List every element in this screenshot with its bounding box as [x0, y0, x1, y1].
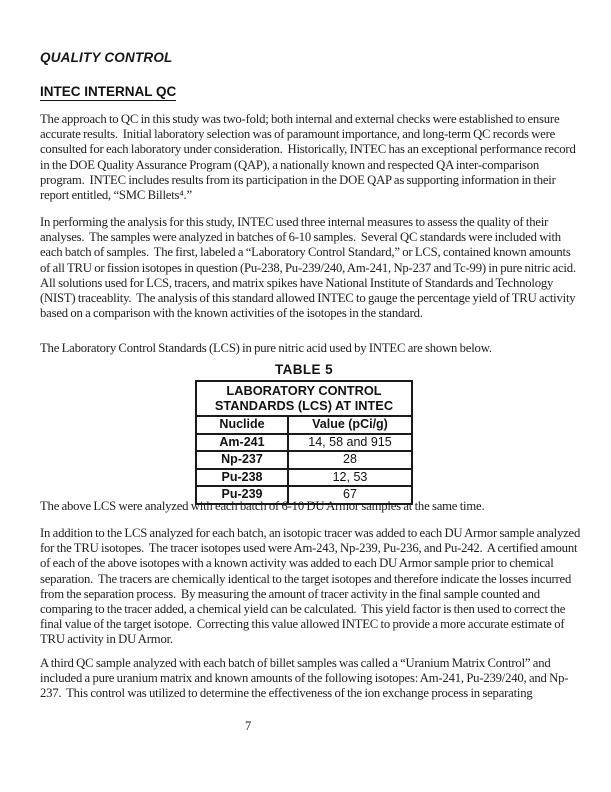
nuclide-cell: Pu-238	[196, 469, 288, 487]
value-cell: 28	[288, 451, 412, 469]
table-5-block	[195, 362, 413, 505]
paragraph-lcs-intro: The Laboratory Control Standards (LCS) in pure nitric acid used by INTEC are shown below.	[40, 341, 492, 355]
table-row	[196, 434, 412, 452]
table-row	[196, 451, 412, 469]
section-heading: QUALITY CONTROL	[40, 50, 173, 65]
paragraph-uranium-matrix-control: A third QC sample analyzed with each batch of billet samples was called a “Uranium Matrix Control” and included a pure uranium matrix and known amounts of the following isotopes: Am-241, Pu-239/240, and Np-237. This control was utilized to determine the effectiveness of the ion exchange process in separating	[40, 656, 569, 701]
paragraph-isotopic-tracer: In addition to the LCS analyzed for each batch, an isotopic tracer was added to each DU Armor sample analyzed for the TRU isotopes. The tracer isotopes used were Am-243, Np-239, Pu-236, and Pu-242. A certified amount of each of the above isotopes with a known activity was added to each DU Armor sample prior to chemical separation. The tracers are chemically identical to the target isotopes and therefore indicate the losses incurred from the separation process. By measuring the amount of tracer activity in the final sample counted and comparing to the tracer added, a chemical yield can be calculated. This yield factor is then used to correct the final value of the target isotope. Correcting this value allowed INTEC to provide a more accurate estimate of TRU activity in DU Armor.	[40, 526, 583, 647]
table-row	[196, 469, 412, 487]
nuclide-cell: Pu-239	[196, 486, 288, 504]
column-header-value: Value (pCi/g)	[288, 416, 412, 434]
nuclide-cell: Np-237	[196, 451, 288, 469]
lcs-table	[195, 380, 413, 505]
column-header-nuclide: Nuclide	[196, 416, 288, 434]
paragraph-qc-approach: The approach to QC in this study was two-fold; both internal and external checks were established to ensure accurate results. Initial laboratory selection was of paramount importance, and long-term QC records were consulted for each laboratory under consideration. Historically, INTEC has an exceptional performance record in the DOE Quality Assurance Program (QAP), a nationally known and respected QA inter-comparison program. INTEC includes results from its participation in the DOE QAP as supporting information in their report entitled, “SMC Billets⁴.”	[40, 112, 579, 203]
subsection-heading	[40, 84, 582, 101]
nuclide-cell: Am-241	[196, 434, 288, 452]
value-cell: 14, 58 and 915	[288, 434, 412, 452]
value-cell: 12, 53	[288, 469, 412, 487]
column-header-row	[196, 416, 412, 434]
paragraph-lcs-batch-note: The above LCS were analyzed with each batch of 6-10 DU Armor samples at the same time.	[40, 499, 485, 513]
table-header-row	[196, 381, 412, 416]
subsection-heading-text: INTEC INTERNAL QC	[40, 84, 177, 99]
paragraph-internal-measures: In performing the analysis for this study, INTEC used three internal measures to assess the quality of their analyses. The samples were analyzed in batches of 6-10 samples. Several QC standards were included with each batch of samples. The first, labeled a “Laboratory Control Standard,” or LCS, contained known amounts of all TRU or fission isotopes in question (Pu-238, Pu-239/240, Am-241, Np-237 and Tc-99) in pure nitric acid. All solutions used for LCS, tracers, and matrix spikes have National Institute of Standards and Technology (NIST) traceablity. The analysis of this standard allowed INTEC to gauge the percentage yield of TRU activity based on a comparison with the known activities of the isotopes in the standard.	[40, 215, 581, 321]
lcs-table-header: LABORATORY CONTROL STANDARDS (LCS) AT INTEC	[196, 381, 412, 416]
page-number: 7	[245, 719, 252, 733]
table-5-title: TABLE 5	[274, 362, 334, 377]
value-cell: 67	[288, 486, 412, 504]
